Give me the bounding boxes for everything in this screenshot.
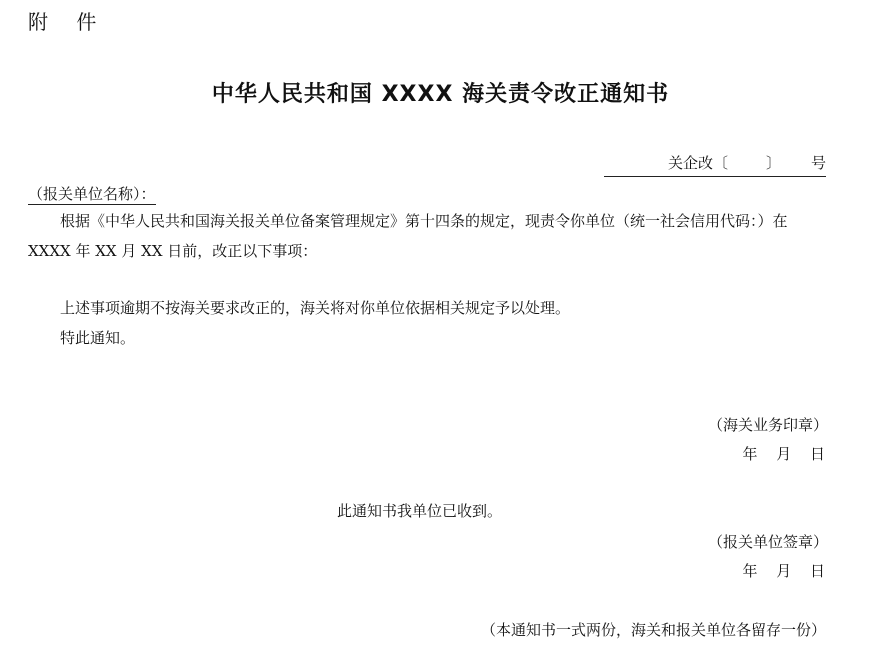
attachment-label: 附 件 bbox=[28, 10, 99, 34]
unit-seal-label: （报关单位签章） bbox=[707, 533, 828, 551]
addressee-label: （报关单位名称）： bbox=[28, 185, 156, 203]
document-number bbox=[604, 152, 826, 177]
footnote: （本通知书一式两份，海关和报关单位各留存一份） bbox=[480, 621, 826, 639]
body-paragraph-1: 根据《中华人民共和国海关报关单位备案管理规定》第十四条的规定，现责令你单位（统一社会信用代码：）在 XXXX 年 XX 月 XX 日前，改正以下事项： bbox=[28, 212, 788, 260]
doc-number-bracket-close: 〕 bbox=[765, 154, 781, 172]
acknowledgement-text: 此通知书我单位已收到。 bbox=[337, 502, 503, 520]
body-paragraph-2: 上述事项逾期不按海关要求改正的，海关将对你单位依据相关规定予以处理。 bbox=[60, 299, 571, 317]
doc-number-suffix: 号 bbox=[810, 154, 826, 172]
doc-number-prefix: 关企改〔 bbox=[667, 154, 728, 172]
document-title: 中华人民共和国 XXXX 海关责令改正通知书 bbox=[211, 82, 670, 107]
unit-date-line: 年 月 日 bbox=[742, 562, 825, 580]
customs-seal-label: （海关业务印章） bbox=[707, 416, 828, 434]
addressee bbox=[28, 183, 156, 204]
customs-date-line: 年 月 日 bbox=[742, 445, 825, 463]
body-paragraph-3: 特此通知。 bbox=[60, 329, 136, 347]
